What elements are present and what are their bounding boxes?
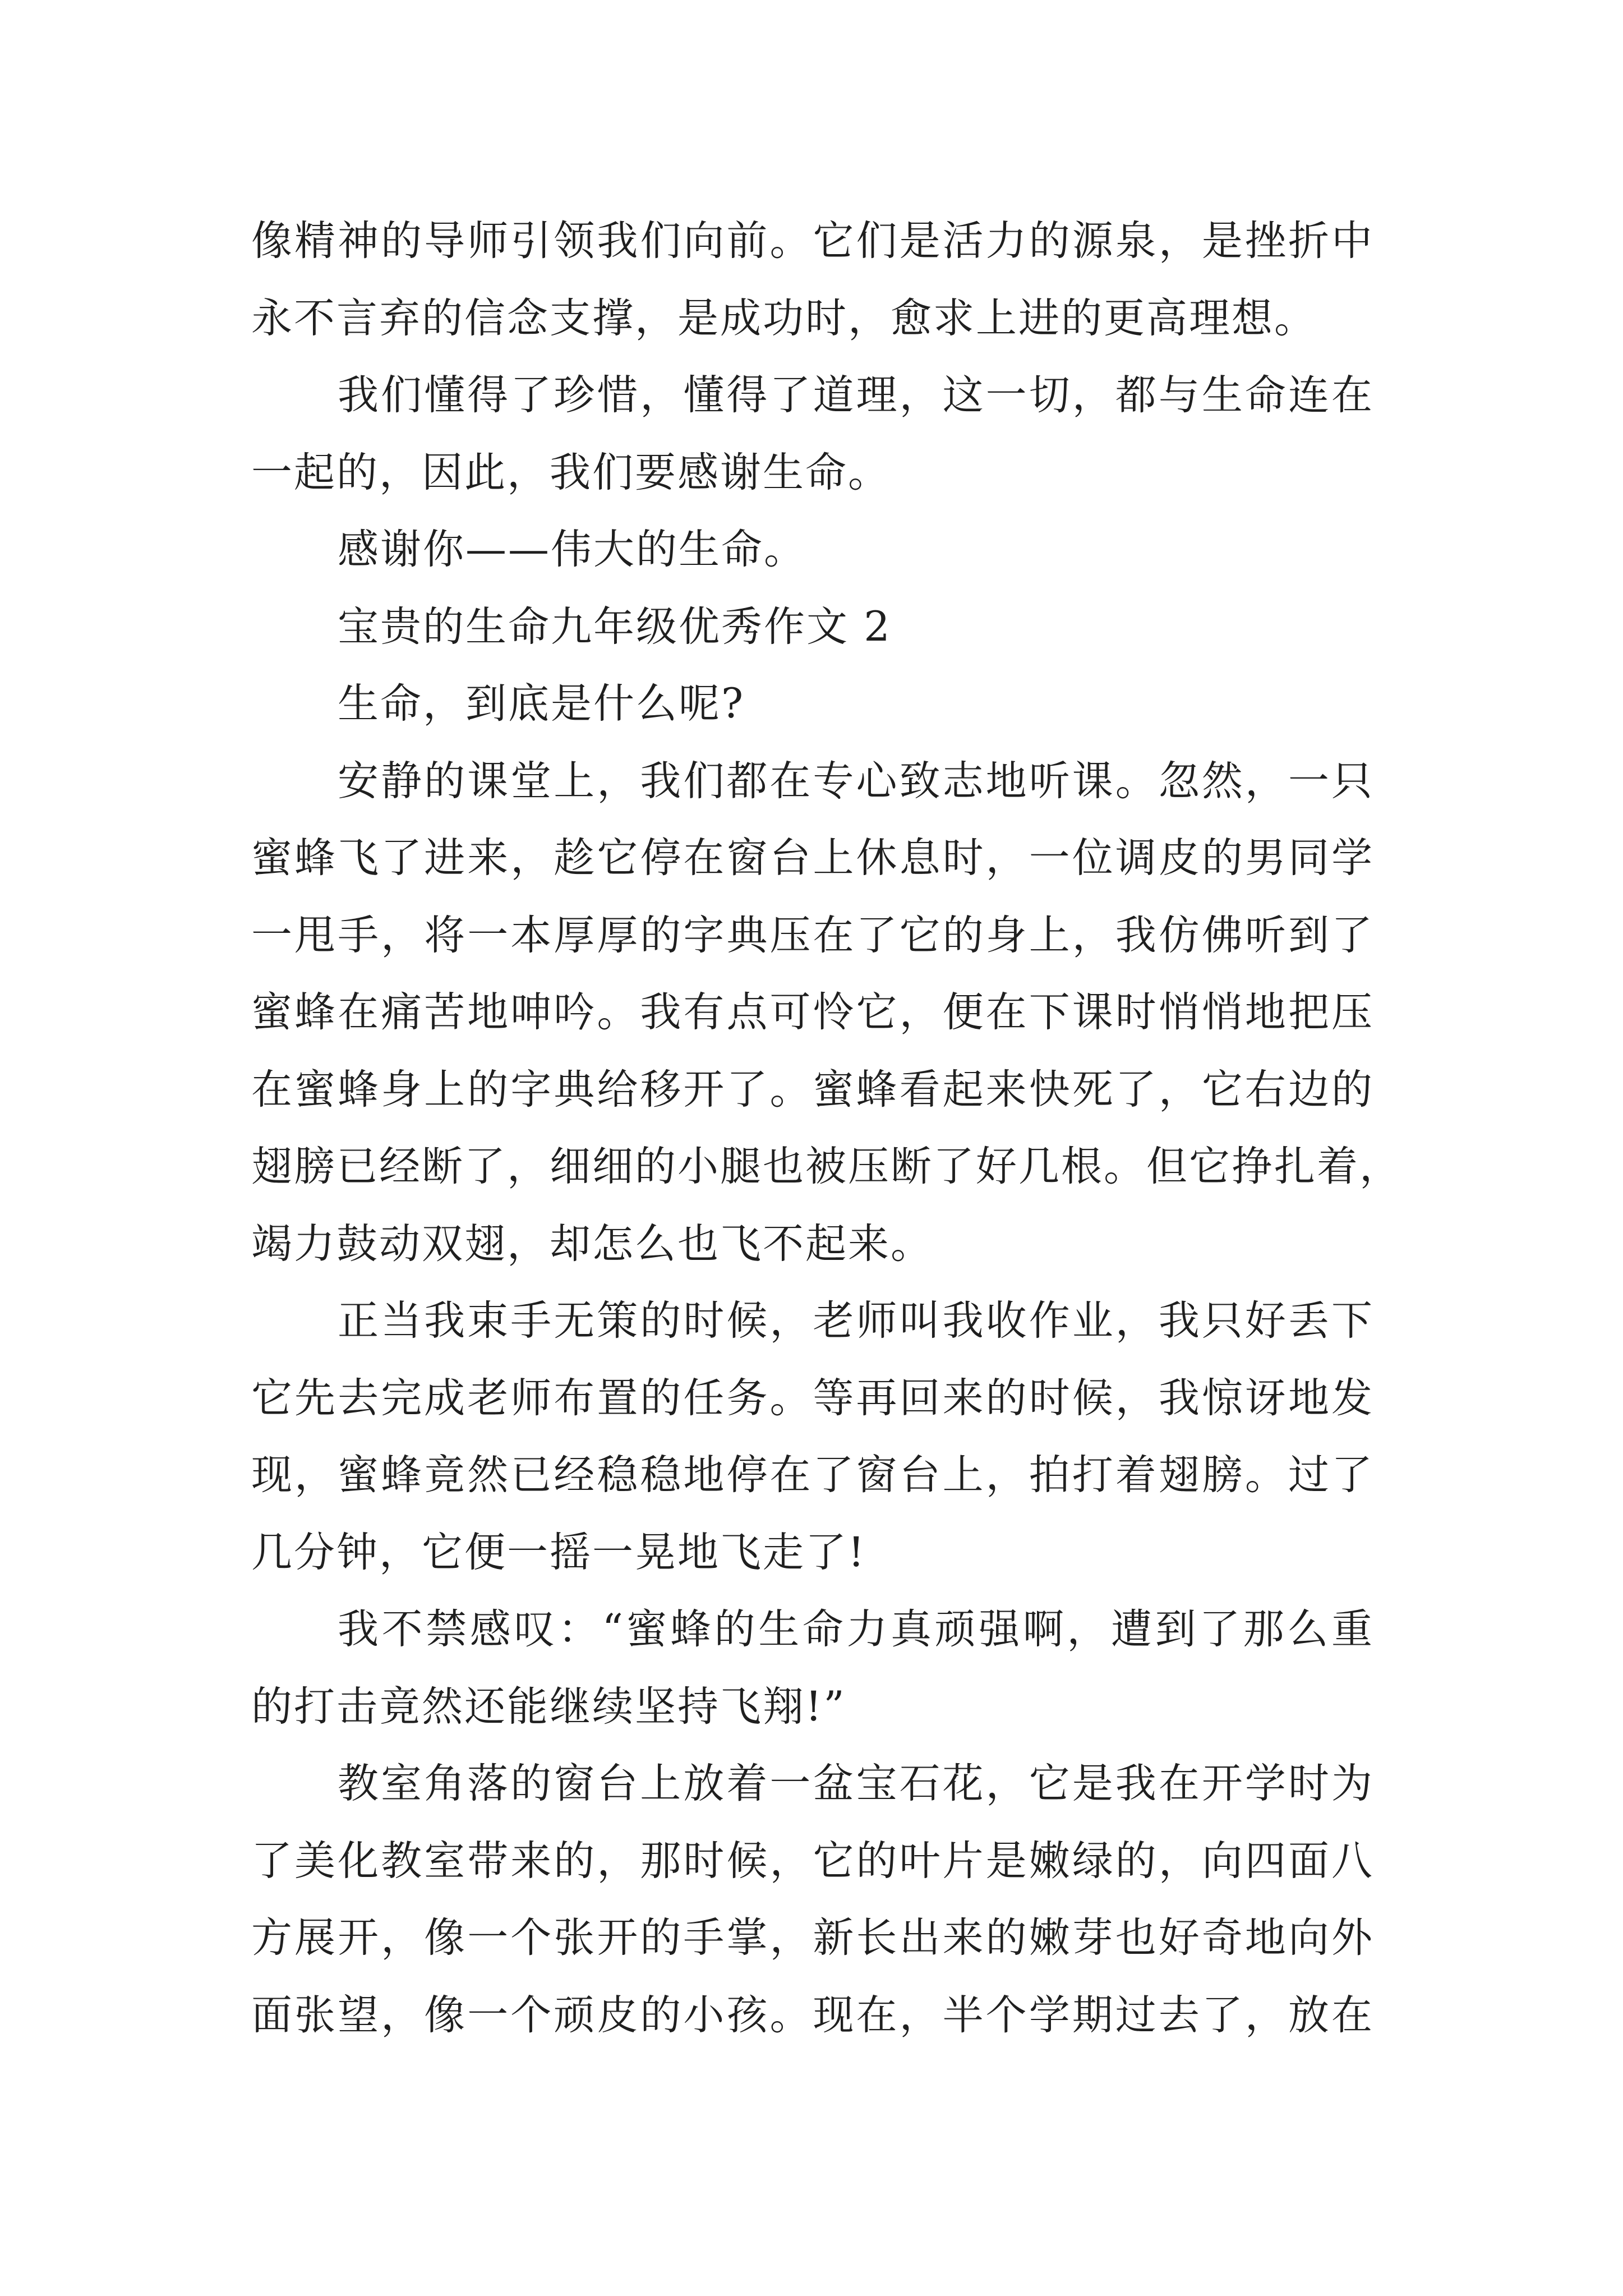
text-line: 它先去完成老师布置的任务。等再回来的时候，我惊讶地发 bbox=[251, 1374, 1374, 1422]
essay-title-block bbox=[251, 588, 1374, 666]
text-line: 的打击竟然还能继续坚持飞翔!” bbox=[251, 1682, 846, 1731]
paragraph bbox=[251, 1745, 1374, 2054]
text-line: 永不言弃的信念支撑，是成功时，愈求上进的更高理想。 bbox=[251, 294, 1317, 342]
text-line: 蜜蜂在痛苦地呻吟。我有点可怜它，便在下课时悄悄地把压 bbox=[251, 988, 1374, 1036]
text-line: 生命，到底是什么呢? bbox=[338, 680, 745, 728]
paragraph bbox=[251, 665, 1374, 743]
text-line: 像精神的导师引领我们向前。它们是活力的源泉，是挫折中 bbox=[251, 217, 1374, 265]
paragraph bbox=[251, 1282, 1374, 1591]
paragraph bbox=[251, 511, 1374, 588]
text-line: 几分钟，它便一摇一晃地飞走了! bbox=[251, 1528, 866, 1576]
text-line: 面张望，像一个顽皮的小孩。现在，半个学期过去了，放在 bbox=[251, 1991, 1374, 2039]
paragraph bbox=[251, 743, 1402, 1283]
text-line: 了美化教室带来的，那时候，它的叶片是嫩绿的，向四面八 bbox=[251, 1837, 1374, 1885]
text-line: 一起的，因此，我们要感谢生命。 bbox=[251, 448, 891, 496]
text-line: 教室角落的窗台上放着一盆宝石花，它是我在开学时为 bbox=[338, 1760, 1374, 1807]
text-line: 安静的课堂上，我们都在专心致志地听课。忽然，一只 bbox=[338, 757, 1374, 805]
text-line: 感谢你——伟大的生命。 bbox=[338, 526, 806, 573]
paragraph bbox=[251, 357, 1374, 511]
paragraph bbox=[251, 1591, 1374, 1745]
text-line: 我不禁感叹：“蜜蜂的生命力真顽强啊，遭到了那么重 bbox=[338, 1605, 1374, 1653]
text-line: 正当我束手无策的时候，老师叫我收作业，我只好丢下 bbox=[338, 1297, 1374, 1345]
essay-title: 宝贵的生命九年级优秀作文 2 bbox=[338, 602, 892, 651]
paragraph bbox=[251, 203, 1374, 357]
text-line: 竭力鼓动双翅，却怎么也飞不起来。 bbox=[251, 1220, 933, 1268]
text-line: 现，蜜蜂竟然已经稳稳地停在了窗台上，拍打着翅膀。过了 bbox=[251, 1451, 1374, 1499]
text-line: 我们懂得了珍惜，懂得了道理，这一切，都与生命连在 bbox=[338, 371, 1374, 419]
document-body bbox=[251, 203, 1402, 2054]
text-line: 方展开，像一个张开的手掌，新长出来的嫩芽也好奇地向外 bbox=[251, 1914, 1374, 1962]
text-line: 一甩手，将一本厚厚的字典压在了它的身上，我仿佛听到了 bbox=[251, 911, 1374, 959]
text-line: 蜜蜂飞了进来，趁它停在窗台上休息时，一位调皮的男同学 bbox=[251, 834, 1374, 882]
text-line: 在蜜蜂身上的字典给移开了。蜜蜂看起来快死了，它右边的 bbox=[251, 1065, 1374, 1114]
text-line: 翅膀已经断了，细细的小腿也被压断了好几根。但它挣扎着， bbox=[251, 1143, 1402, 1190]
